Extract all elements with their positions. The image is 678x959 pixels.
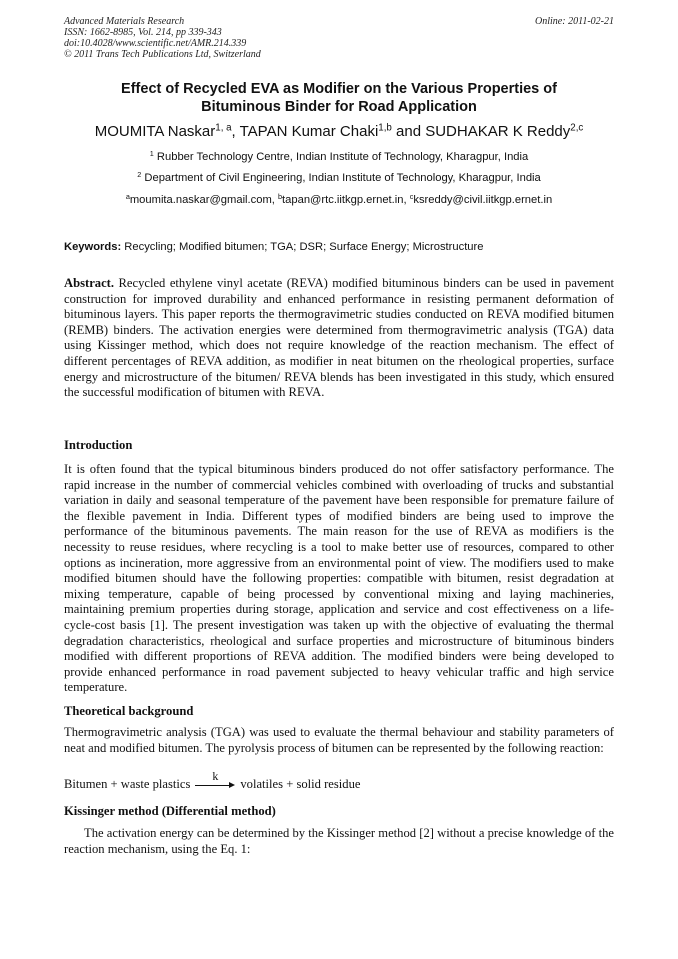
paper-title: [40, 80, 638, 116]
reaction-equation: [64, 769, 361, 792]
rate-constant: k: [212, 769, 219, 784]
author-affiliation-mark: 1, a: [215, 122, 232, 134]
email-link[interactable]: tapan@rtc.iitkgp.ernet.in,: [282, 194, 410, 206]
title-line-2: Bituminous Binder for Road Application: [201, 99, 477, 115]
author-affiliation-mark: 2,c: [570, 122, 584, 134]
journal-name: Advanced Materials Research: [64, 16, 185, 27]
abstract-paragraph: [64, 276, 614, 401]
kissinger-heading: Kissinger method (Differential method): [64, 804, 276, 818]
author-list: MOUMITA Naskar$^{1, a}$, TAPAN Kumar Chaki$^{1,b}$ and SUDHAKAR K Reddy$^{2,c}$: [94, 122, 584, 140]
keywords-label: Keywords:: [64, 241, 122, 253]
doi-line: doi:10.4028/www.scientific.net/AMR.214.339: [64, 38, 247, 49]
title-line-1: Effect of Recycled EVA as Modifier on the Various Properties of: [121, 81, 557, 97]
introduction-paragraph: It is often found that the typical bituminous binders produced do not offer satisfactory performance. The rapid increase in the number of commercial vehicles combined with overloading of trucks and substantial variation in daily and seasonal temperature of the pavement have been responsible for premature failure of the flexible pavement in India. Different types of modified binders are being used to improve the performance of the bituminous pavements. The main reason for the use of REVA as modifiers is the necessity to reuse residues, where recycling is a tool to make better use of resources, compared to other options as incineration, more aggressive from an environmental point of view. The modifiers used to make modified bitumen should have the following properties: compatible with bitumen, resist degradation at mixing temperature, capable of being processed by conventional mixing and laying machineries, maintaining premium properties during storage, application and service and cost effectiveness on a life-cycle-cost basis [1]. The present investigation was taken up with the objective of evaluating the thermal degradation characteristics, rheological and surface properties and microstructure of bituminous binders modified with different proportions of REVA addition. The modified binders were being developed to provide enhanced performance in road pavement subjected to heavy vehicular traffic and high service temperature.: [64, 462, 614, 695]
author-name: MOUMITA Naskar: [94, 123, 216, 140]
author-affiliation-mark: 1,b: [378, 122, 392, 134]
author-name: TAPAN Kumar Chaki: [239, 123, 379, 140]
reactants: Bitumen + waste plastics: [64, 777, 191, 792]
theory-paragraph: Thermogravimetric analysis (TGA) was used to evaluate the thermal behaviour and stability parameters of neat and modified bitumen. The pyrolysis process of bitumen can be represented by the following reaction:: [64, 725, 614, 755]
issn-line: ISSN: 1662-8985, Vol. 214, pp 339-343: [64, 27, 222, 38]
author-emails: $^a$moumita.naskar@gmail.com, $^b$tapan@rtc.iitkgp.ernet.in, $^c$ksreddy@civil.iitkgp.ernet.in: [125, 192, 553, 206]
kissinger-paragraph: The activation energy can be determined by the Kissinger method [2] without a precise knowledge of the reaction mechanism, using the Eq. 1:: [64, 826, 614, 856]
journal-header: [64, 16, 261, 60]
copyright-line: © 2011 Trans Tech Publications Ltd, Switzerland: [64, 49, 261, 60]
keywords-text: Recycling; Modified bitumen; TGA; DSR; Surface Energy; Microstructure: [121, 241, 484, 253]
email-link[interactable]: ksreddy@civil.iitkgp.ernet.in: [413, 194, 553, 206]
online-date: Online: 2011-02-21: [535, 16, 614, 27]
keywords-line: [64, 240, 614, 254]
author-name: SUDHAKAR K Reddy: [425, 123, 571, 140]
products: volatiles + solid residue: [240, 777, 361, 792]
abstract-text: Recycled ethylene vinyl acetate (REVA) modified bituminous binders can be used in pavement construction for improved durability and enhanced performance in resisting permanent deformation of bituminous layers. This paper reports the thermogravimetric studies conducted on REVA modified bitumen (REMB) binders. The activation energies were determined from thermogravimetric analysis (TGA) data using Kissinger method, which does not require knowledge of the reaction mechanism. The effect of different percentages of REVA addition, as modifier in neat bitumen on the rheological properties, surface energy and microstructure of the bitumen/ REVA blends has been investigated in this study, which ensured the successful modification of bitumen with REVA.: [64, 276, 614, 400]
abstract-label: Abstract.: [64, 276, 115, 290]
affiliation-1: $^1$ Rubber Technology Centre, Indian Institute of Technology, Kharagpur, India: [149, 149, 529, 163]
reaction-arrow-icon: [195, 769, 235, 792]
theory-heading: Theoretical background: [64, 704, 194, 718]
email-link[interactable]: moumita.naskar@gmail.com,: [129, 194, 278, 206]
affiliation-2: $^2$ Department of Civil Engineering, Indian Institute of Technology, Kharagpur, India: [137, 170, 541, 184]
introduction-heading: Introduction: [64, 438, 133, 452]
